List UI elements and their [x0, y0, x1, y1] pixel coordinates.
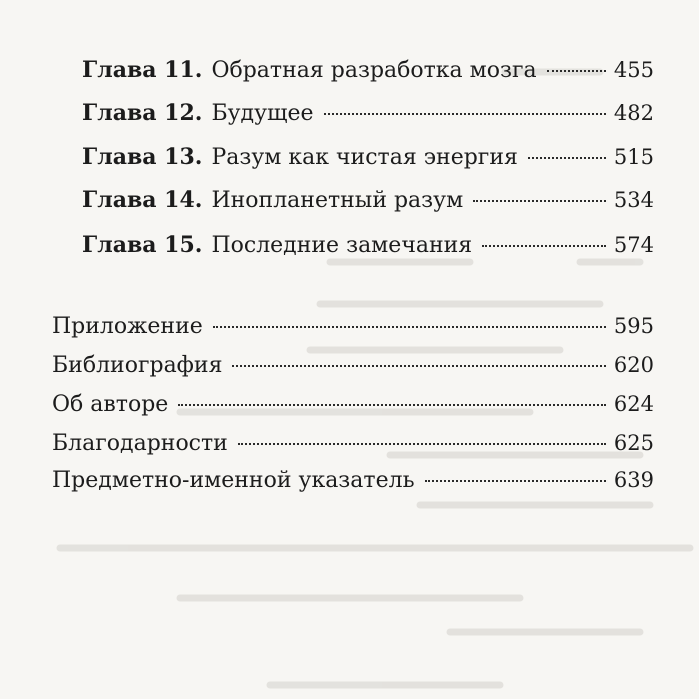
chapter-title: Разум как чистая энергия: [211, 145, 518, 170]
leader-dots: [482, 245, 606, 247]
leader-dots: [473, 200, 606, 202]
leader-dots: [528, 157, 606, 159]
toc-entry-chapter-14: [82, 187, 654, 214]
chapter-title: Последние замечания: [211, 233, 473, 258]
toc-entry-bibliography: [52, 352, 654, 379]
toc-entry-index: [52, 467, 654, 494]
page-number: 482: [613, 101, 654, 125]
toc-entry-chapter-15: [82, 232, 654, 259]
page-number: 624: [613, 392, 654, 416]
leader-dots: [178, 404, 606, 406]
toc-entry-about-author: [52, 391, 654, 418]
leader-dots: [232, 365, 605, 367]
chapter-title: Инопланетный разум: [211, 188, 464, 213]
section-title: Об авторе: [52, 392, 169, 417]
page-number: 574: [613, 233, 654, 257]
chapter-title: Обратная разработка мозга: [211, 58, 537, 83]
toc-entry-chapter-11: [82, 57, 654, 84]
toc-entry-chapter-12: [82, 100, 654, 127]
toc-entry-appendix: [52, 313, 654, 340]
toc-entry-acknowledgements: [52, 430, 654, 457]
leader-dots: [324, 113, 606, 115]
section-title: Благодарности: [52, 431, 228, 456]
page-number: 515: [613, 145, 654, 169]
page-number: 620: [613, 353, 654, 377]
page-number: 534: [613, 188, 654, 212]
chapter-label: Глава 14.: [82, 187, 203, 213]
section-title: Приложение: [52, 314, 203, 339]
page-number: 595: [613, 314, 654, 338]
section-title: Предметно-именной указатель: [52, 468, 415, 493]
leader-dots: [213, 326, 606, 328]
page-number: 639: [613, 468, 654, 492]
page-number: 455: [613, 58, 654, 82]
chapter-label: Глава 12.: [82, 100, 203, 126]
leader-dots: [238, 443, 606, 445]
chapter-label: Глава 15.: [82, 232, 203, 258]
page-number: 625: [613, 431, 654, 455]
leader-dots: [425, 480, 606, 482]
section-title: Библиография: [52, 353, 223, 378]
leader-dots: [547, 70, 606, 72]
chapter-label: Глава 13.: [82, 144, 203, 170]
chapter-title: Будущее: [211, 101, 314, 126]
chapter-label: Глава 11.: [82, 57, 203, 83]
toc-entry-chapter-13: [82, 144, 654, 171]
